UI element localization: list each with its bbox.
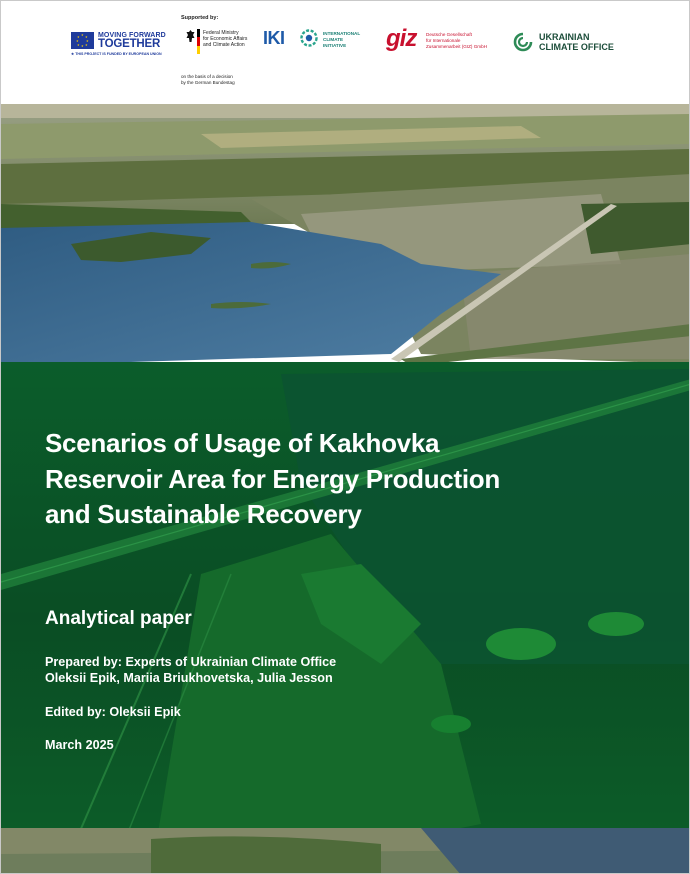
title-line-2: Reservoir Area for Energy Production — [45, 463, 500, 494]
uco-name: UKRAINIAN CLIMATE OFFICE — [539, 32, 614, 52]
giz-fullname: Deutsche Gesellschaft für Internationale Zusammenarbeit (GIZ) GmbH — [426, 32, 488, 49]
iki-fullname: INTERNATIONAL CLIMATE INITIATIVE — [323, 31, 361, 48]
german-flag-icon — [197, 29, 200, 54]
eu-logo-subtext: ★ THIS PROJECT IS FUNDED BY EUROPEAN UNION — [71, 52, 162, 56]
report-title — [45, 426, 645, 533]
supported-by-label: Supported by: — [181, 15, 219, 21]
federal-eagle-icon — [186, 29, 195, 43]
eu-logo-line1: MOVING FORWARD — [98, 32, 166, 39]
iki-acronym: IKI — [263, 28, 285, 48]
eu-logo-line2: TOGETHER — [98, 38, 161, 50]
publication-date: March 2025 — [45, 738, 114, 752]
iki-globe-icon — [300, 29, 318, 47]
title-line-1: Scenarios of Usage of Kakhovka — [45, 428, 440, 458]
prepared-by: Prepared by: Experts of Ukrainian Climate Office — [45, 655, 337, 669]
bundestag-decision-note: on the basis of a decision by the German Bundestag — [181, 74, 235, 85]
title-line-3: and Sustainable Recovery — [45, 499, 362, 529]
authors: Oleksii Epik, Mariia Briukhovetska, Julia Jesson — [45, 671, 333, 685]
logo-header — [1, 1, 690, 104]
eu-flag-icon: ★ ★ ★ ★ ★ ★ ★ ★ — [71, 32, 94, 49]
climate-office-leaf-icon — [513, 32, 533, 52]
ministry-name: Federal Ministry for Economic Affairs and Climate Action — [203, 30, 248, 49]
report-subtitle: Analytical paper — [45, 608, 192, 629]
edited-by: Edited by: Oleksii Epik — [45, 705, 181, 719]
giz-acronym: giz — [386, 25, 417, 52]
